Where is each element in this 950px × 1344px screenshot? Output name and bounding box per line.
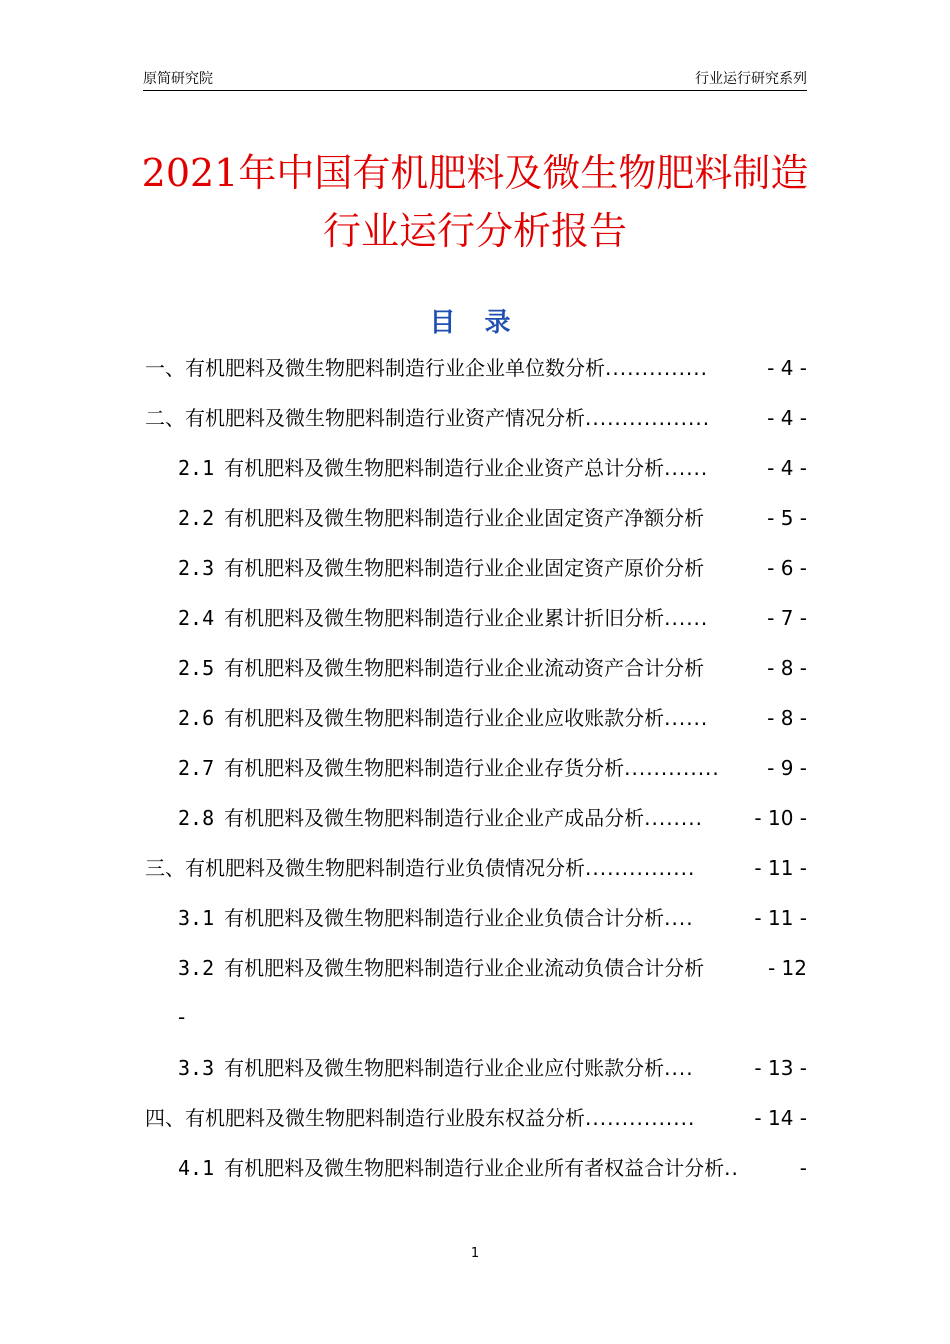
toc-entry-number: 2.2 bbox=[178, 506, 215, 530]
toc-entry[interactable] bbox=[178, 903, 807, 933]
toc-heading: 目 录 bbox=[429, 308, 521, 338]
toc-entry-page: - 6 - bbox=[765, 553, 807, 583]
toc-entry-title: 有机肥料及微生物肥料制造行业企业应收账款分析 bbox=[224, 706, 665, 730]
toc-entry-leader: ...... bbox=[664, 706, 709, 730]
toc-entry-page: - 13 - bbox=[752, 1053, 807, 1083]
toc-entry-title: 有机肥料及微生物肥料制造行业企业所有者权益合计分析 bbox=[224, 1156, 725, 1180]
toc-entry-page: - 7 - bbox=[765, 603, 807, 633]
toc-entry-leader: .. bbox=[724, 1156, 739, 1180]
toc-entry-leader: ............... bbox=[585, 1106, 696, 1130]
toc-entry-title: 有机肥料及微生物肥料制造行业企业累计折旧分析 bbox=[224, 606, 665, 630]
toc-entry-title: 三、有机肥料及微生物肥料制造行业负债情况分析 bbox=[145, 856, 585, 880]
toc-entry-title: 有机肥料及微生物肥料制造行业企业固定资产原价分析 bbox=[224, 556, 705, 580]
toc-entry[interactable] bbox=[145, 853, 807, 883]
toc-entry-number: 2.5 bbox=[178, 656, 215, 680]
toc-entry[interactable] bbox=[178, 453, 807, 483]
page-number: 1 bbox=[470, 1246, 480, 1261]
toc-entry-title: 有机肥料及微生物肥料制造行业企业产成品分析 bbox=[224, 806, 645, 830]
toc-entry-page: - 4 - bbox=[765, 353, 807, 383]
toc-entry[interactable] bbox=[145, 403, 807, 433]
toc-entry[interactable] bbox=[145, 1103, 807, 1133]
toc-entry-title: 有机肥料及微生物肥料制造行业企业存货分析 bbox=[224, 756, 625, 780]
toc-entry-number: 3.3 bbox=[178, 1056, 215, 1080]
toc-wrap-fragment: - bbox=[178, 1005, 186, 1029]
toc-entry-leader: .............. bbox=[605, 356, 709, 380]
toc-entry-page: - 14 - bbox=[752, 1103, 807, 1133]
toc-entry[interactable] bbox=[178, 953, 807, 983]
toc-entry-leader: .... bbox=[664, 1056, 694, 1080]
toc-entry-number: 2.6 bbox=[178, 706, 215, 730]
toc-entry[interactable] bbox=[178, 553, 807, 583]
toc-entry-leader: ...... bbox=[664, 606, 709, 630]
toc-entry-leader: ...... bbox=[664, 456, 709, 480]
toc-entry-number: 3.2 bbox=[178, 956, 215, 980]
toc-entry[interactable] bbox=[178, 603, 807, 633]
toc-entry-title: 四、有机肥料及微生物肥料制造行业股东权益分析 bbox=[145, 1106, 585, 1130]
toc-entry-title: 有机肥料及微生物肥料制造行业企业应付账款分析 bbox=[224, 1056, 665, 1080]
toc-entry[interactable] bbox=[178, 703, 807, 733]
toc-entry-number: 2.8 bbox=[178, 806, 215, 830]
toc-entry-page: - 10 - bbox=[752, 803, 807, 833]
toc-entry-leader: .... bbox=[664, 906, 694, 930]
report-title-line-1: 2021年中国有机肥料及微生物肥料制造 bbox=[141, 151, 809, 195]
toc-entry-number: 2.7 bbox=[178, 756, 215, 780]
toc-entry[interactable] bbox=[178, 1153, 807, 1183]
toc-entry-title: 有机肥料及微生物肥料制造行业企业负债合计分析 bbox=[224, 906, 665, 930]
toc-entry-leader: ............... bbox=[585, 856, 696, 880]
toc-entry[interactable] bbox=[178, 753, 807, 783]
toc-entry-page: - 11 - bbox=[752, 903, 807, 933]
toc-entry-title: 二、有机肥料及微生物肥料制造行业资产情况分析 bbox=[145, 406, 585, 430]
toc-entry-number: 2.1 bbox=[178, 456, 215, 480]
page-header bbox=[143, 66, 807, 91]
toc-entry-title: 有机肥料及微生物肥料制造行业企业资产总计分析 bbox=[224, 456, 665, 480]
toc-entry[interactable] bbox=[178, 653, 807, 683]
toc-entry-number: 4.1 bbox=[178, 1156, 215, 1180]
toc-entry-page: - 12 bbox=[766, 953, 807, 983]
toc-entry-number: 3.1 bbox=[178, 906, 215, 930]
toc-entry-page: - 8 - bbox=[765, 703, 807, 733]
toc-entry-title: 有机肥料及微生物肥料制造行业企业固定资产净额分析 bbox=[224, 506, 705, 530]
toc-entry[interactable] bbox=[178, 1053, 807, 1083]
toc-entry-page: - 8 - bbox=[765, 653, 807, 683]
toc-entry-leader: ............. bbox=[624, 756, 720, 780]
toc-entry-page: - 5 - bbox=[765, 503, 807, 533]
header-series: 行业运行研究系列 bbox=[695, 71, 807, 87]
toc-entry[interactable] bbox=[178, 503, 807, 533]
toc-entry[interactable] bbox=[145, 353, 807, 383]
toc-entry-title: 一、有机肥料及微生物肥料制造行业企业单位数分析 bbox=[145, 356, 605, 380]
report-title-line-2: 行业运行分析报告 bbox=[322, 209, 627, 253]
toc-entry[interactable] bbox=[178, 803, 807, 833]
toc-entry-page: - 11 - bbox=[752, 853, 807, 883]
toc-entry-leader: ................. bbox=[585, 406, 711, 430]
toc-entry-page: - bbox=[798, 1153, 807, 1183]
toc-entry-title: 有机肥料及微生物肥料制造行业企业流动负债合计分析 bbox=[224, 956, 705, 980]
toc-entry-number: 2.3 bbox=[178, 556, 215, 580]
toc-entry-page: - 4 - bbox=[765, 403, 807, 433]
toc-entry-leader: ........ bbox=[644, 806, 703, 830]
toc-entry-page: - 4 - bbox=[765, 453, 807, 483]
toc-entry-number: 2.4 bbox=[178, 606, 215, 630]
toc-entry-title: 有机肥料及微生物肥料制造行业企业流动资产合计分析 bbox=[224, 656, 705, 680]
toc-entry-page: - 9 - bbox=[765, 753, 807, 783]
header-publisher: 原简研究院 bbox=[143, 71, 213, 87]
